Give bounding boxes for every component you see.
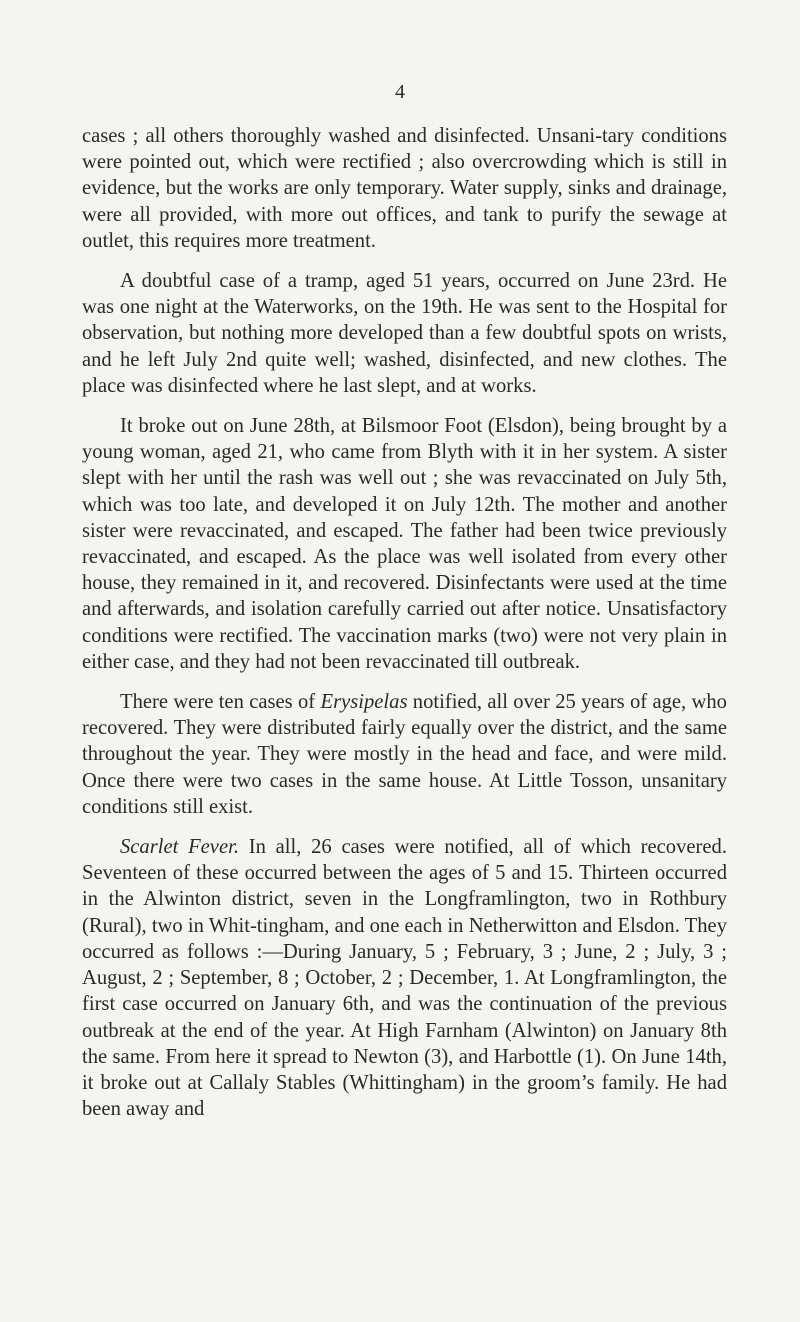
paragraph-erysipelas — [82, 689, 727, 820]
erysipelas-term: Erysipelas — [320, 691, 408, 714]
paragraph-bilsmoor-outbreak: It broke out on June 28th, at Bilsmoor Foot (Elsdon), being brought by a young woman, aged 21, who came from Blyth with it in her system. A sister slept with her until the rash was well out ; she was revaccinated on July 5th, which was too late, and developed it on July 12th. The mother and another sister were revaccinated, and escaped. The father had been twice previously revaccinated, and escaped. As the place was well isolated from every other house, they remained in it, and recovered. Disinfectants were used at the time and afterwards, and isolation carefully carried out after notice. Unsatisfactory conditions were rectified. The vaccination marks (two) were not very plain in either case, and they had not been revaccinated till outbreak. — [82, 415, 727, 673]
erysipelas-body-text: notified, all over 25 years of age, who recovered. They were distributed fairly equally over the district, and the same throughout the year. They were mostly in the head and face, and were mild. Once there were two cases in the same house. At Little Tosson, unsanitary conditions still exist. — [82, 691, 727, 818]
scarlet-fever-heading: Scarlet Fever. — [120, 836, 239, 859]
document-body — [82, 123, 727, 1136]
page-number: 4 — [395, 81, 405, 103]
paragraph-sanitary-conditions: cases ; all others thoroughly washed and disinfected. Unsani-tary conditions were pointed out, which were rectified ; also overcrowding which is still in evidence, but the works are only temporary. Water supply, sinks and drainage, were all provided, with more out offices, and tank to purify the sewage at outlet, this requires more treatment. — [82, 125, 727, 252]
scarlet-fever-body-text: In all, 26 cases were notified, all of which recovered. Seventeen of these occurred between the ages of 5 and 15. Thirteen occurred in the Alwinton district, seven in the Longframlington, two in Rothbury (Rural), two in Whit-tingham, and one each in Netherwitton and Elsdon. They occurred as follows :—During January, 5 ; February, 3 ; June, 2 ; July, 3 ; August, 2 ; September, 8 ; October, 2 ; December, 1. At Longframlington, the first case occurred on January 6th, and was the continuation of the previous outbreak at the end of the year. At High Farnham (Alwinton) on January 8th the same. From here it spread to Newton (3), and Harbottle (1). On June 14th, it broke out at Callaly Stables (Whittingham) in the groom’s family. He had been away and — [82, 836, 727, 1121]
paragraph-scarlet-fever — [82, 834, 727, 1122]
erysipelas-intro-text: There were ten cases of — [120, 691, 321, 714]
paragraph-doubtful-tramp-case: A doubtful case of a tramp, aged 51 years, occurred on June 23rd. He was one night at the Waterworks, on the 19th. He was sent to the Hospital for observation, but nothing more developed than a few doubtful spots on wrists, and he left July 2nd quite well; washed, disinfected, and new clothes. The place was disinfected where he last slept, and at works. — [82, 270, 727, 397]
